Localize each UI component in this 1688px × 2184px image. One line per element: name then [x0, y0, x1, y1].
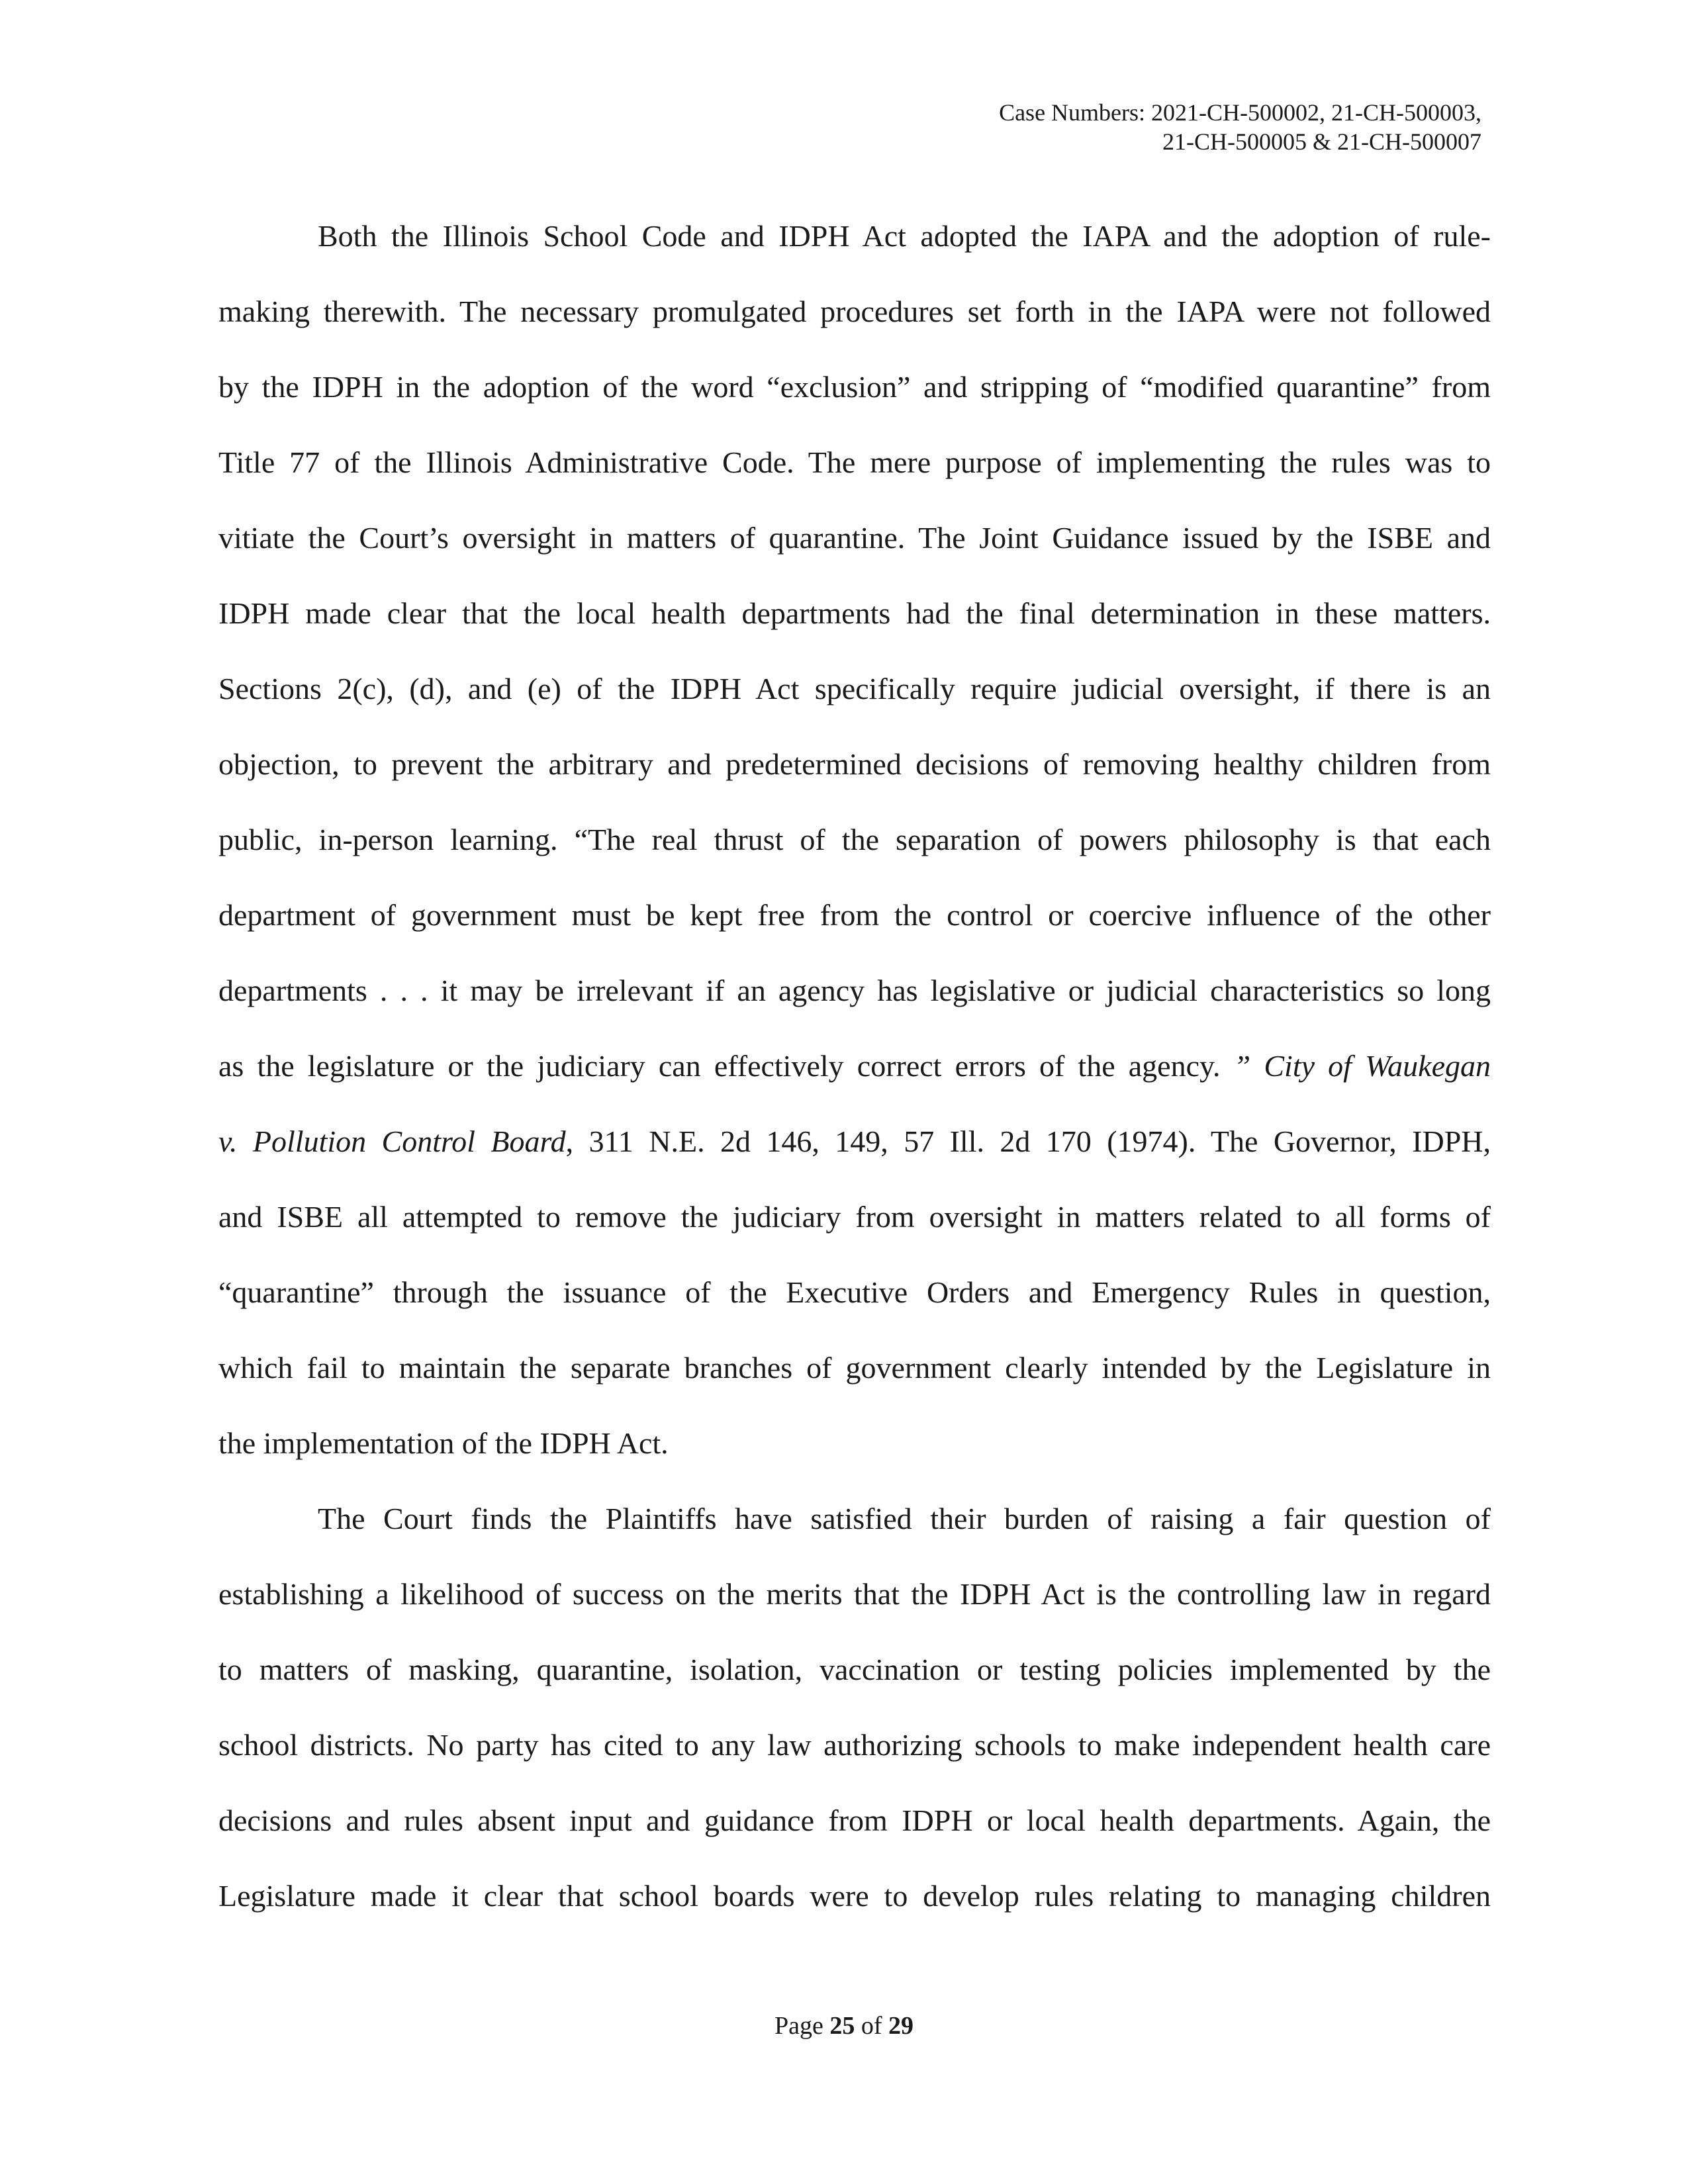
text-line: objection, to prevent the arbitrary and predetermined decisions of removing healthy children from [218, 747, 1491, 781]
text-line: vitiate the Court’s oversight in matters of quarantine. The Joint Guidance issued by the ISBE and [218, 521, 1491, 555]
text-line: by the IDPH in the adoption of the word “exclusion” and stripping of “modified quarantine” from [218, 370, 1491, 404]
text-line: to matters of masking, quarantine, isolation, vaccination or testing policies implemented by the [218, 1653, 1491, 1686]
citation-details: , 311 N.E. 2d 146, 149, 57 Ill. 2d 170 (1974). The Governor, IDPH, [565, 1124, 1491, 1158]
text-line: departments . . . it may be irrelevant if an agency has legislative or judicial characteristics so long [218, 974, 1491, 1007]
case-numbers-line-2: 21-CH-500005 & 21-CH-500007 [1162, 128, 1481, 155]
case-citation-name: v. Pollution Control Board [218, 1124, 566, 1158]
current-page-number: 25 [829, 2012, 855, 2040]
case-numbers-line-1: Case Numbers: 2021-CH-500002, 21-CH-500003, [999, 99, 1481, 126]
case-citation-name: ” City of Waukegan [1220, 1049, 1491, 1083]
text-line: Legislature made it clear that school boards were to develop rules relating to managing children [218, 1879, 1491, 1913]
text-line: making therewith. The necessary promulgated procedures set forth in the IAPA were not followed [218, 295, 1491, 328]
text-line: establishing a likelihood of success on the merits that the IDPH Act is the controlling law in regard [218, 1577, 1491, 1611]
text-line: “quarantine” through the issuance of the Executive Orders and Emergency Rules in question, [218, 1275, 1491, 1309]
text-line: IDPH made clear that the local health departments had the final determination in these matters. [218, 596, 1491, 630]
text-line: school districts. No party has cited to any law authorizing schools to make independent health care [218, 1728, 1491, 1762]
quote-end-text: as the legislature or the judiciary can effectively correct errors of the agency. [218, 1049, 1221, 1083]
text-line: Both the Illinois School Code and IDPH Act adopted the IAPA and the adoption of rule- [318, 219, 1491, 253]
page-label: Page [774, 2012, 823, 2040]
text-line: The Court finds the Plaintiffs have satisfied their burden of raising a fair question of [318, 1502, 1491, 1535]
case-numbers-header [999, 98, 1481, 156]
text-line: the implementation of the IDPH Act. [218, 1426, 669, 1460]
text-line: and ISBE all attempted to remove the judiciary from oversight in matters related to all forms of [218, 1200, 1491, 1234]
page-number-footer [0, 2011, 1688, 2041]
paragraph-1 [218, 199, 1491, 1481]
paragraph-2 [218, 1481, 1491, 1934]
total-page-count: 29 [888, 2012, 914, 2040]
text-line [218, 1104, 1491, 1179]
text-line: Title 77 of the Illinois Administrative Code. The mere purpose of implementing the rules was to [218, 445, 1491, 479]
text-line [218, 1028, 1491, 1104]
text-line: decisions and rules absent input and guidance from IDPH or local health departments. Again, the [218, 1803, 1491, 1837]
text-line: which fail to maintain the separate branches of government clearly intended by the Legislature in [218, 1351, 1491, 1385]
text-line: department of government must be kept free from the control or coercive influence of the other [218, 898, 1491, 932]
of-label: of [861, 2012, 882, 2040]
text-line: public, in-person learning. “The real thrust of the separation of powers philosophy is that each [218, 823, 1491, 856]
text-line: Sections 2(c), (d), and (e) of the IDPH Act specifically require judicial oversight, if there is an [218, 672, 1491, 705]
document-body [218, 199, 1491, 1934]
